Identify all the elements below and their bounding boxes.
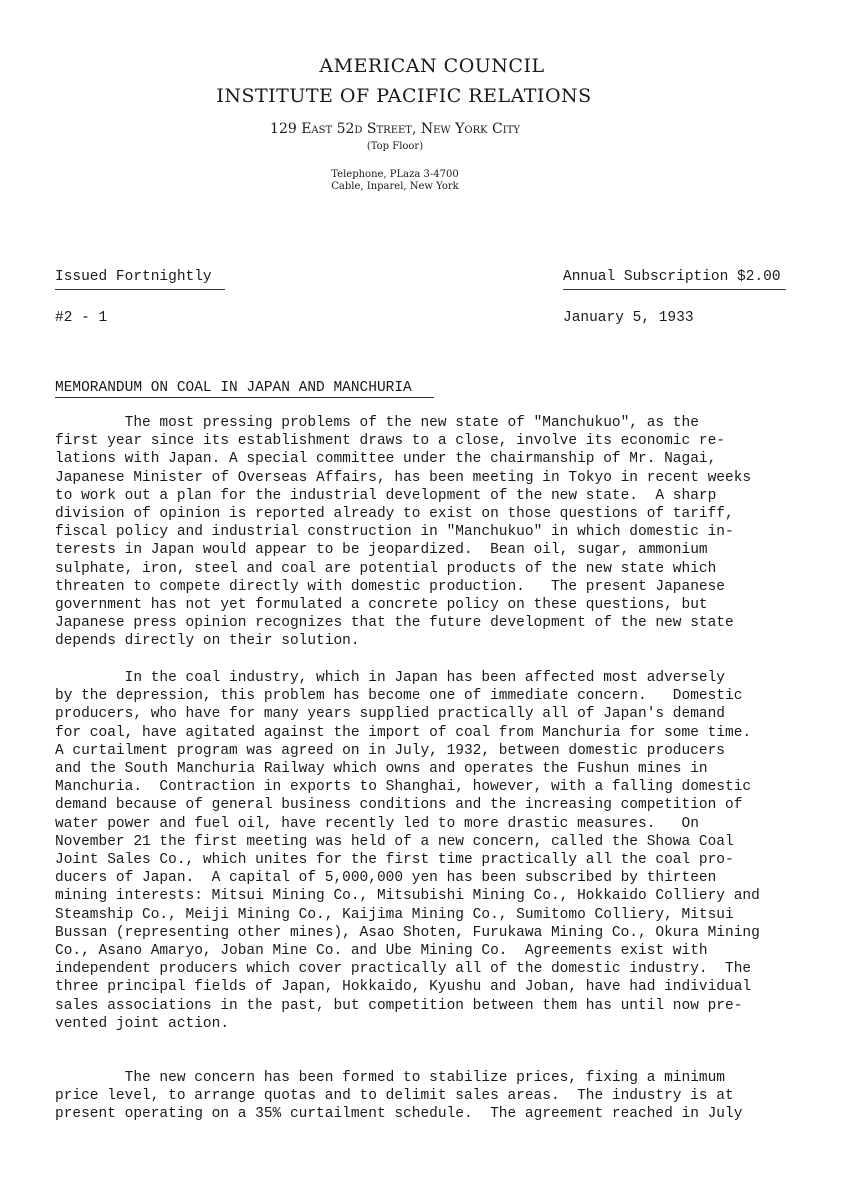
issue-number: #2 - 1 <box>55 310 108 326</box>
issued-fortnightly-label: Issued Fortnightly <box>55 269 212 285</box>
issued-underline <box>55 289 225 290</box>
memo-paragraph-2: In the coal industry, which in Japan has been affected most adversely by the depression, this problem has become one of immediate concern. Domestic producers, who have for many years supplied practically all of Japan's demand for coal, have agitated against the import of coal from Manchuria for some time. A curtailment program was agreed on in July, 1932, between domestic producers and the South Manchuria Railway which owns and operates the Fushun mines in Manchuria. Contraction in exports to Shanghai, however, with a falling domestic demand because of general business conditions and the increasing competition of water power and fuel oil, have recently led to more drastic measures. On November 21 the first meeting was held of a new concern, called the Showa Coal Joint Sales Co., which unites for the first time practically all the coal pro- ducers of Japan. A capital of 5,000,000 yen has been subscribed by thirteen mining interests: Mitsui Mining Co., Mitsubishi Mining Co., Hokkaido Colliery and Steamship Co., Meiji Mining Co., Kaijima Mining Co., Sumitomo Colliery, Mitsui Bussan (representing other mines), Asao Shoten, Furukawa Mining Co., Okura Mining Co., Asano Amaryo, Joban Mine Co. and Ube Mining Co. Agreements exist with independent producers which cover practically all of the domestic industry. The three principal fields of Japan, Hokkaido, Kyushu and Joban, have had individual sales associations in the past, but competition between them has until now pre- vented joint action. <box>55 670 760 1032</box>
org-telephone: Telephone, PLaza 3-4700 <box>331 169 459 180</box>
memo-title: MEMORANDUM ON COAL IN JAPAN AND MANCHURIA <box>55 380 412 396</box>
org-cable: Cable, Inparel, New York <box>331 181 459 192</box>
memo-paragraph-3: The new concern has been formed to stabilize prices, fixing a minimum price level, to arrange quotas and to delimit sales areas. The industry is at present operating on a 35% curtailment schedule. The agreement reached in July <box>55 1070 743 1123</box>
subscription-underline <box>563 289 786 290</box>
org-address: 129 East 52d Street, New York City <box>270 121 520 137</box>
org-name-line2: INSTITUTE OF PACIFIC RELATIONS <box>216 85 592 107</box>
issue-date: January 5, 1933 <box>563 310 694 326</box>
memo-title-underline <box>55 397 434 398</box>
org-name-line1: AMERICAN COUNCIL <box>319 55 545 77</box>
memo-paragraph-1: The most pressing problems of the new state of "Manchukuo", as the first year since its establishment draws to a close, involve its economic re- lations with Japan. A special committee under the chairmanship of Mr. Nagai, Japanese Minister of Overseas Affairs, has been meeting in Tokyo in recent weeks to work out a plan for the industrial development of the new state. A sharp division of opinion is reported already to exist on those questions of tariff, fiscal policy and industrial construction in "Manchukuo" in which domestic in- terests in Japan would appear to be jeopardized. Bean oil, sugar, ammonium sulphate, iron, steel and coal are potential products of the new state which threaten to compete directly with domestic production. The present Japanese government has not yet formulated a concrete policy on these questions, but Japanese press opinion recognizes that the future development of the new state depends directly on their solution. <box>55 415 752 650</box>
subscription-label: Annual Subscription $2.00 <box>563 269 781 285</box>
org-floor: (Top Floor) <box>366 141 424 152</box>
